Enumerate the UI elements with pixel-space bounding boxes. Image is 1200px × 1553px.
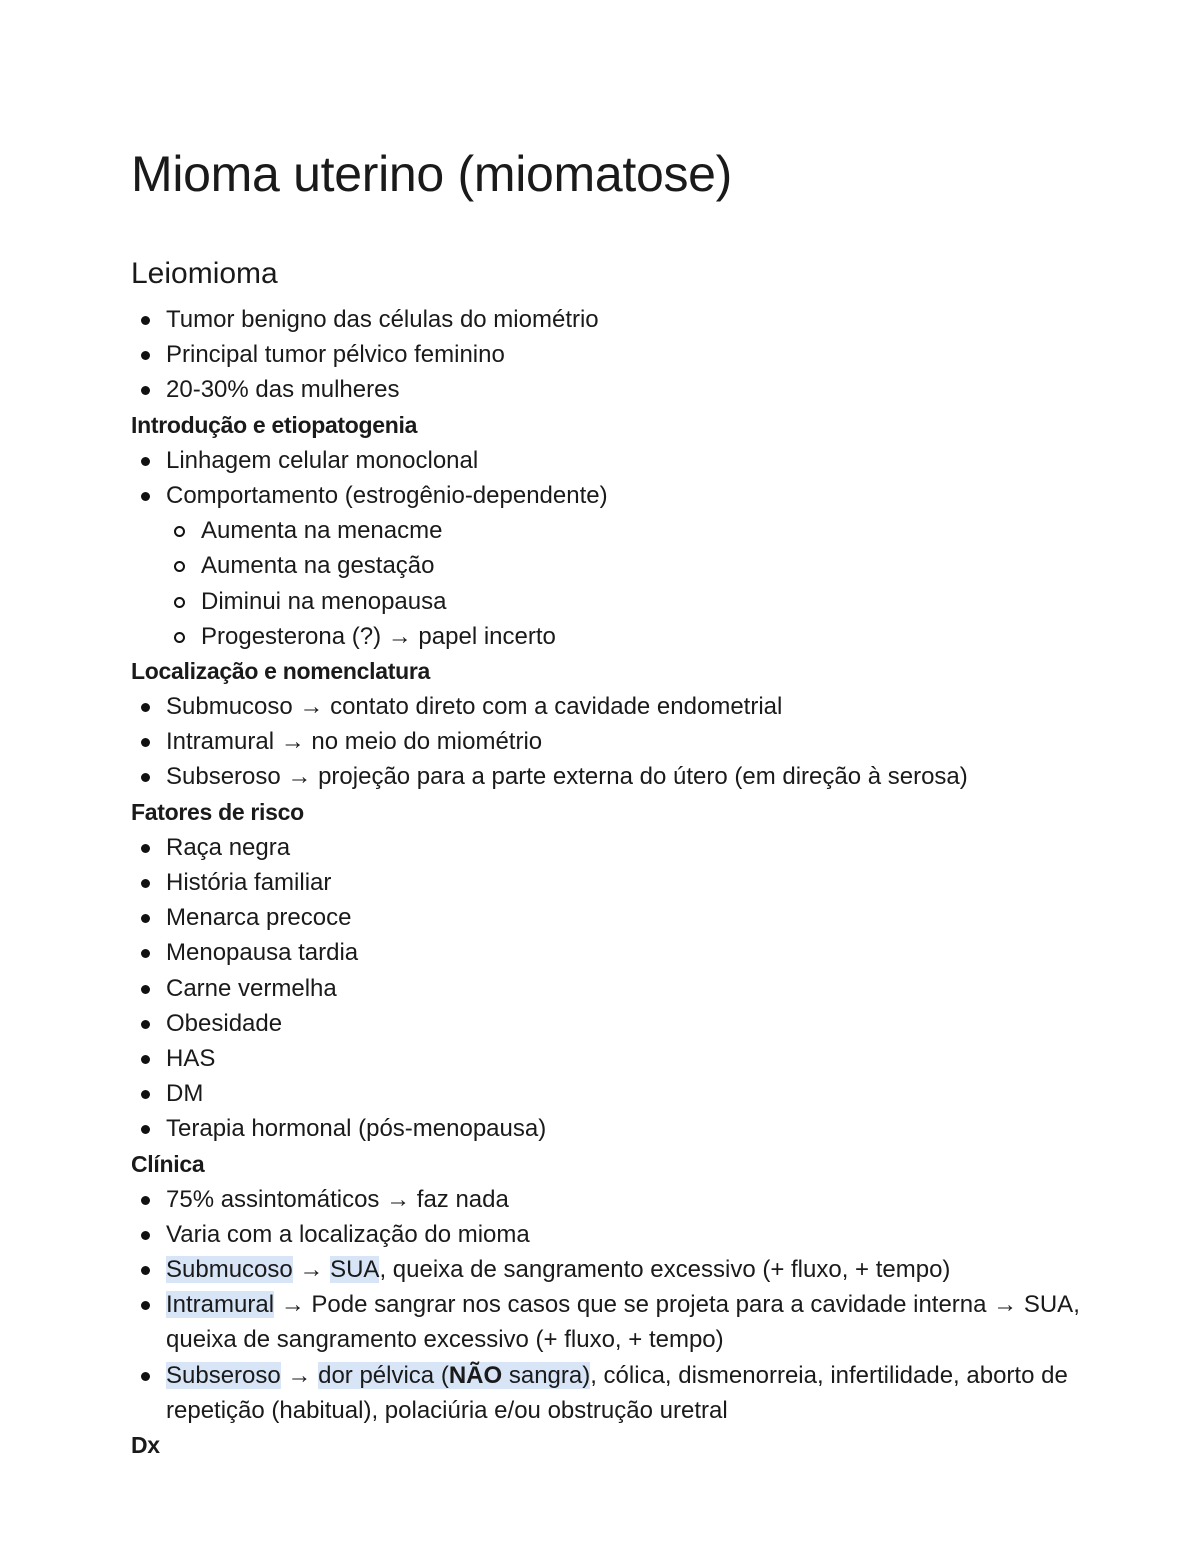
sub-list-item: Progesterona (?) → papel incerto <box>131 619 1131 654</box>
list-item: HAS <box>131 1041 1131 1076</box>
hollow-bullet-icon <box>174 632 185 643</box>
bullet-icon <box>141 703 150 712</box>
bullet-icon <box>141 1090 150 1099</box>
list-item: Comportamento (estrogênio-dependente) <box>131 478 1131 513</box>
list-item: Linhagem celular monoclonal <box>131 443 1131 478</box>
bullet-icon <box>141 386 150 395</box>
section-heading-localizacao: Localização e nomenclatura <box>131 657 430 684</box>
sub-list-item: Aumenta na menacme <box>131 513 1131 548</box>
bullet-icon <box>141 1372 150 1381</box>
highlight-subseroso: Subseroso <box>166 1361 281 1389</box>
bullet-icon <box>141 1301 150 1310</box>
list-item: Intramural → Pode sangrar nos casos que se projeta para a cavidade interna → SUA, queixa de sangramento excessivo (+ fluxo, + tempo) <box>131 1287 1131 1357</box>
list-item: Varia com a localização do mioma <box>131 1217 1131 1252</box>
bullet-icon <box>141 985 150 994</box>
list-item: DM <box>131 1076 1131 1111</box>
list-item: Tumor benigno das células do miométrio <box>131 302 1131 337</box>
section-heading-introducao: Introdução e etiopatogenia <box>131 411 418 438</box>
bullet-icon <box>141 879 150 888</box>
subtitle-leiomioma: Leiomioma <box>131 257 278 290</box>
list-item: 20-30% das mulheres <box>131 372 1131 407</box>
list-item: Submucoso → SUA, queixa de sangramento excessivo (+ fluxo, + tempo) <box>131 1252 1131 1287</box>
list-item: Menopausa tardia <box>131 935 1131 970</box>
bullet-icon <box>141 457 150 466</box>
list-item: Subseroso → projeção para a parte externa do útero (em direção à serosa) <box>131 759 1131 794</box>
page-title: Mioma uterino (miomatose) <box>131 146 733 202</box>
bullet-icon <box>141 1231 150 1240</box>
document-body <box>131 302 1131 1463</box>
bullet-icon <box>141 316 150 325</box>
bullet-icon <box>141 914 150 923</box>
bullet-icon <box>141 1196 150 1205</box>
bullet-icon <box>141 1020 150 1029</box>
bullet-icon <box>141 844 150 853</box>
bullet-icon <box>141 949 150 958</box>
list-item: Terapia hormonal (pós-menopausa) <box>131 1111 1131 1146</box>
list-item: Intramural → no meio do miométrio <box>131 724 1131 759</box>
bullet-icon <box>141 351 150 360</box>
bullet-icon <box>141 492 150 501</box>
hollow-bullet-icon <box>174 526 185 537</box>
bullet-icon <box>141 1125 150 1134</box>
section-heading-clinica: Clínica <box>131 1150 205 1177</box>
bullet-icon <box>141 738 150 747</box>
list-item: Menarca precoce <box>131 900 1131 935</box>
bullet-icon <box>141 1055 150 1064</box>
list-item: História familiar <box>131 865 1131 900</box>
list-item: Carne vermelha <box>131 971 1131 1006</box>
hollow-bullet-icon <box>174 561 185 572</box>
highlight-sua: SUA <box>330 1256 380 1284</box>
highlight-dor-pelvica: dor pélvica (NÃO sangra) <box>318 1361 591 1389</box>
section-heading-fatores-de-risco: Fatores de risco <box>131 798 304 825</box>
list-item: Subseroso → dor pélvica (NÃO sangra), cólica, dismenorreia, infertilidade, aborto de repetição (habitual), polaciúria e/ou obstrução uretral <box>131 1358 1131 1428</box>
list-item: Raça negra <box>131 830 1131 865</box>
section-heading-dx: Dx <box>131 1432 160 1459</box>
list-item: Obesidade <box>131 1006 1131 1041</box>
sub-list-item: Aumenta na gestação <box>131 548 1131 583</box>
highlight-intramural: Intramural <box>166 1291 275 1319</box>
highlight-submucoso: Submucoso <box>166 1256 293 1284</box>
list-item: Principal tumor pélvico feminino <box>131 337 1131 372</box>
hollow-bullet-icon <box>174 597 185 608</box>
bullet-icon <box>141 773 150 782</box>
list-item: 75% assintomáticos → faz nada <box>131 1182 1131 1217</box>
bullet-icon <box>141 1266 150 1275</box>
list-item: Submucoso → contato direto com a cavidade endometrial <box>131 689 1131 724</box>
sub-list-item: Diminui na menopausa <box>131 584 1131 619</box>
